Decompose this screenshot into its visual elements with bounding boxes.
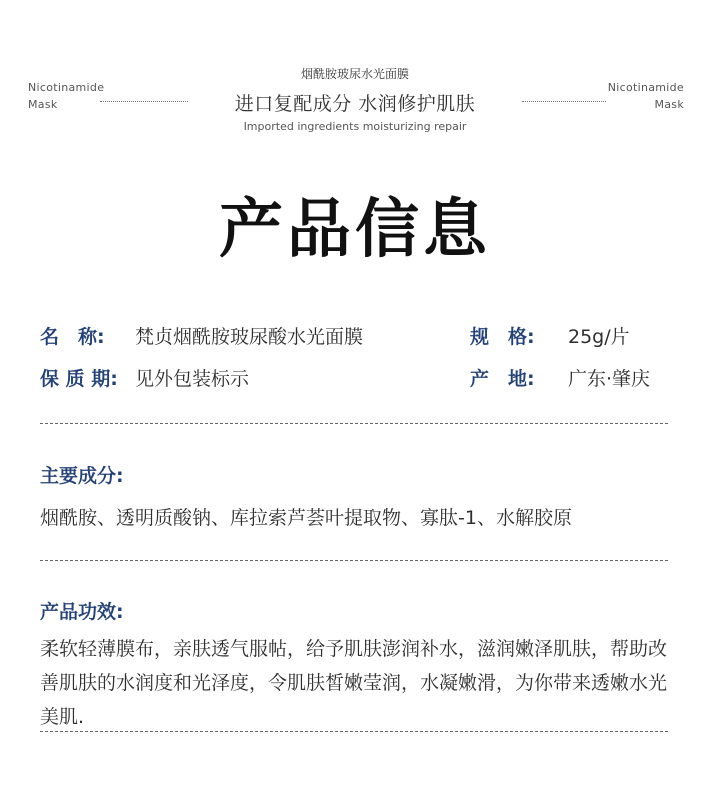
ingredients-text: 烟酰胺、透明质酸钠、库拉索芦荟叶提取物、寡肽-1、水解胶原: [40, 507, 572, 529]
name-label: 名 称:: [40, 326, 105, 348]
origin-value: 广东·肇庆: [568, 368, 651, 390]
name-value: 梵贞烟酰胺玻尿酸水光面膜: [135, 326, 364, 348]
left-side-line1: Nicotinamide: [28, 81, 105, 94]
efficacy-heading: 产品功效:: [40, 601, 124, 623]
ingredients-heading: 主要成分:: [40, 465, 124, 487]
left-side-line2: Mask: [28, 98, 58, 111]
origin-label: 产 地:: [470, 368, 535, 390]
shelf-life-value: 见外包装标示: [135, 368, 250, 390]
section-divider: [40, 560, 668, 561]
spec-value: 25g/片: [568, 326, 630, 348]
efficacy-text: 柔软轻薄膜布，亲肤透气服帖，给予肌肤澎润补水，滋润嫩泽肌肤，帮助改善肌肤的水润度和光泽度，令肌肤皙嫩莹润，水凝嫩滑，为你带来透嫩水光美肌.: [40, 638, 668, 728]
spec-label: 规 格:: [470, 326, 535, 348]
shelf-life-label: 保 质 期:: [40, 368, 118, 390]
header-english-subtitle: Imported ingredients moisturizing repair: [243, 120, 467, 133]
header-main-title: 进口复配成分 水润修护肌肤: [234, 93, 476, 115]
header-small-title: 烟酰胺玻尿水光面膜: [300, 67, 409, 81]
section-divider: [40, 423, 668, 424]
right-side-line2: Mask: [654, 98, 684, 111]
section-divider: [40, 731, 668, 732]
right-side-line1: Nicotinamide: [607, 81, 684, 94]
page-title: 产品信息: [219, 193, 491, 267]
